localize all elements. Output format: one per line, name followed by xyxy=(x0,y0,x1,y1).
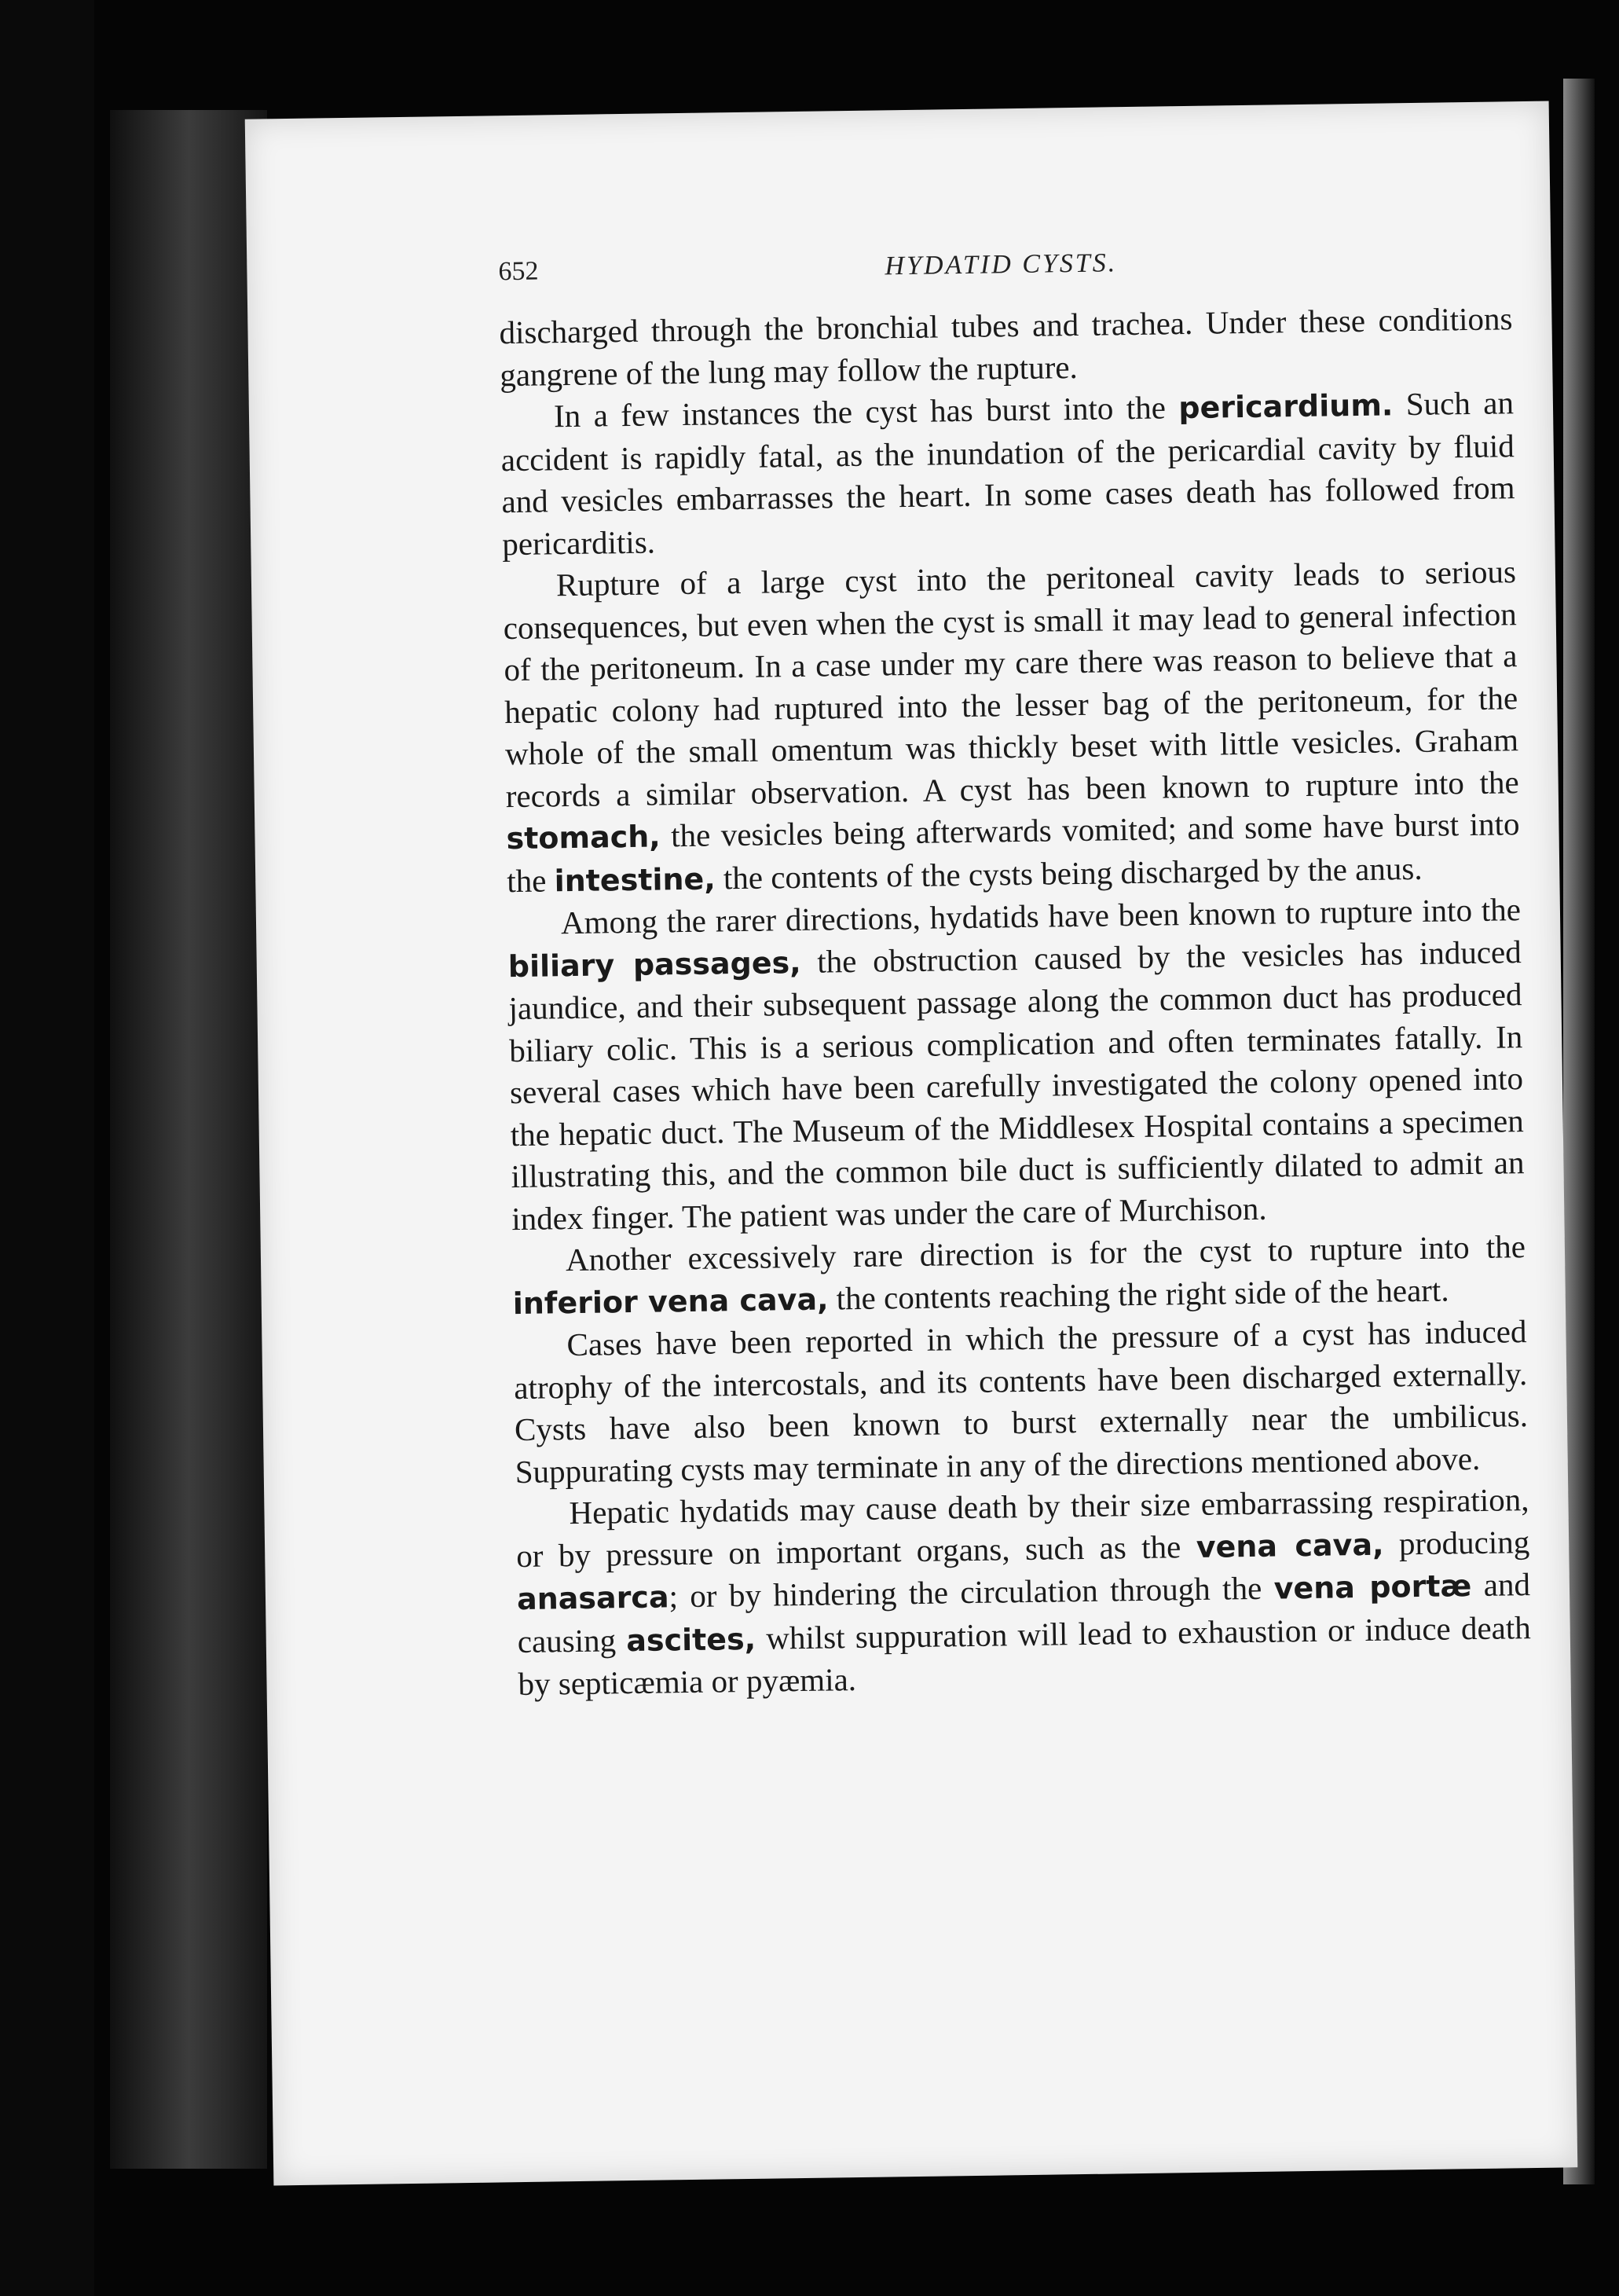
bold-term: vena portæ xyxy=(1273,1568,1472,1606)
paragraph xyxy=(512,1226,1526,1325)
paragraph xyxy=(500,382,1516,565)
text-run: Hepatic hydatids may cause death by their size embarrassing respiration, or by pressure on important organs, such as the xyxy=(515,1481,1529,1574)
paragraph xyxy=(499,298,1513,396)
paragraph xyxy=(513,1311,1529,1493)
text-run: and causing xyxy=(517,1566,1531,1660)
text-run: Rupture of a large cyst into the peritoneal cavity leads to serious consequences, but even when the cyst is small it may lead to general infection of the peritoneum. In a case under my care there was reason to believe that a hepatic colony had ruptured into the lesser bag of the peritoneum, for the whole of the small omentum was thickly beset with little vesicles. Graham records a similar observation. A cyst has been known to rupture into the xyxy=(503,553,1519,814)
page-number: 652 xyxy=(498,256,539,287)
text-run: whilst suppuration will lead to exhaustion or induce death by septicæmia or pyæmia. xyxy=(518,1608,1531,1703)
scan-left-margin xyxy=(0,0,94,2296)
text-run: the vesicles being afterwards vomited; and some have burst into the xyxy=(506,805,1520,899)
text-run: discharged through the bronchial tubes and trachea. Under these conditions gangrene of the lung may follow the rupture. xyxy=(499,300,1513,393)
bold-term: ascites, xyxy=(625,1621,756,1658)
text-run: Another excessively rare direction is for the cyst to rupture into the xyxy=(565,1228,1526,1278)
text-run: ; or by hindering the circulation through the xyxy=(668,1569,1274,1615)
bold-term: anasarca xyxy=(516,1579,669,1617)
body-text xyxy=(499,298,1532,1705)
text-run: Cases have been reported in which the pressure of a cyst has induced atrophy of the intercostals, and its contents have been discharged externally. Cysts have also been known to burst externally near the umbilicus. Suppurating cysts may terminate in any of the directions mentioned above. xyxy=(513,1313,1529,1490)
text-run: Such an accident is rapidly fatal, as the inundation of the pericardial cavity by fluid and vesicles embarrasses the heart. In some cases death has followed from pericarditis. xyxy=(500,384,1515,562)
text-run: the obstruction caused by the vesicles has induced jaundice, and their subsequent passage along the common duct has produced biliary colic. This is a serious complication and often terminates fatally. In several cases which have been carefully investigated the colony opened into the hepatic duct. The Museum of the Middlesex Hospital contains a specimen illustrating this, and the common bile duct is sufficiently dilated to admit an index finger. The patient was under the care of Murchison. xyxy=(508,933,1525,1237)
text-run: the contents of the cysts being discharged by the anus. xyxy=(715,849,1423,896)
paragraph xyxy=(503,551,1521,903)
bold-term: stomach, xyxy=(506,819,661,856)
text-run: producing xyxy=(1383,1523,1530,1562)
bold-term: inferior vena cava, xyxy=(512,1281,829,1321)
running-head: HYDATID CYSTS. xyxy=(885,248,1118,281)
page-header xyxy=(498,243,1504,304)
book-binding-edge xyxy=(110,110,267,2169)
bold-term: intestine, xyxy=(554,860,716,898)
bold-term: vena cava, xyxy=(1196,1527,1384,1564)
book-page xyxy=(245,101,1578,2186)
paragraph xyxy=(507,889,1526,1240)
paragraph xyxy=(515,1479,1532,1705)
bold-term: pericardium. xyxy=(1178,387,1394,426)
text-run: the contents reaching the right side of the heart. xyxy=(828,1271,1449,1316)
bold-term: biliary passages, xyxy=(507,944,801,984)
text-run: Among the rarer directions, hydatids have been known to rupture into the xyxy=(560,891,1522,941)
text-run: In a few instances the cyst has burst into the xyxy=(553,389,1179,435)
